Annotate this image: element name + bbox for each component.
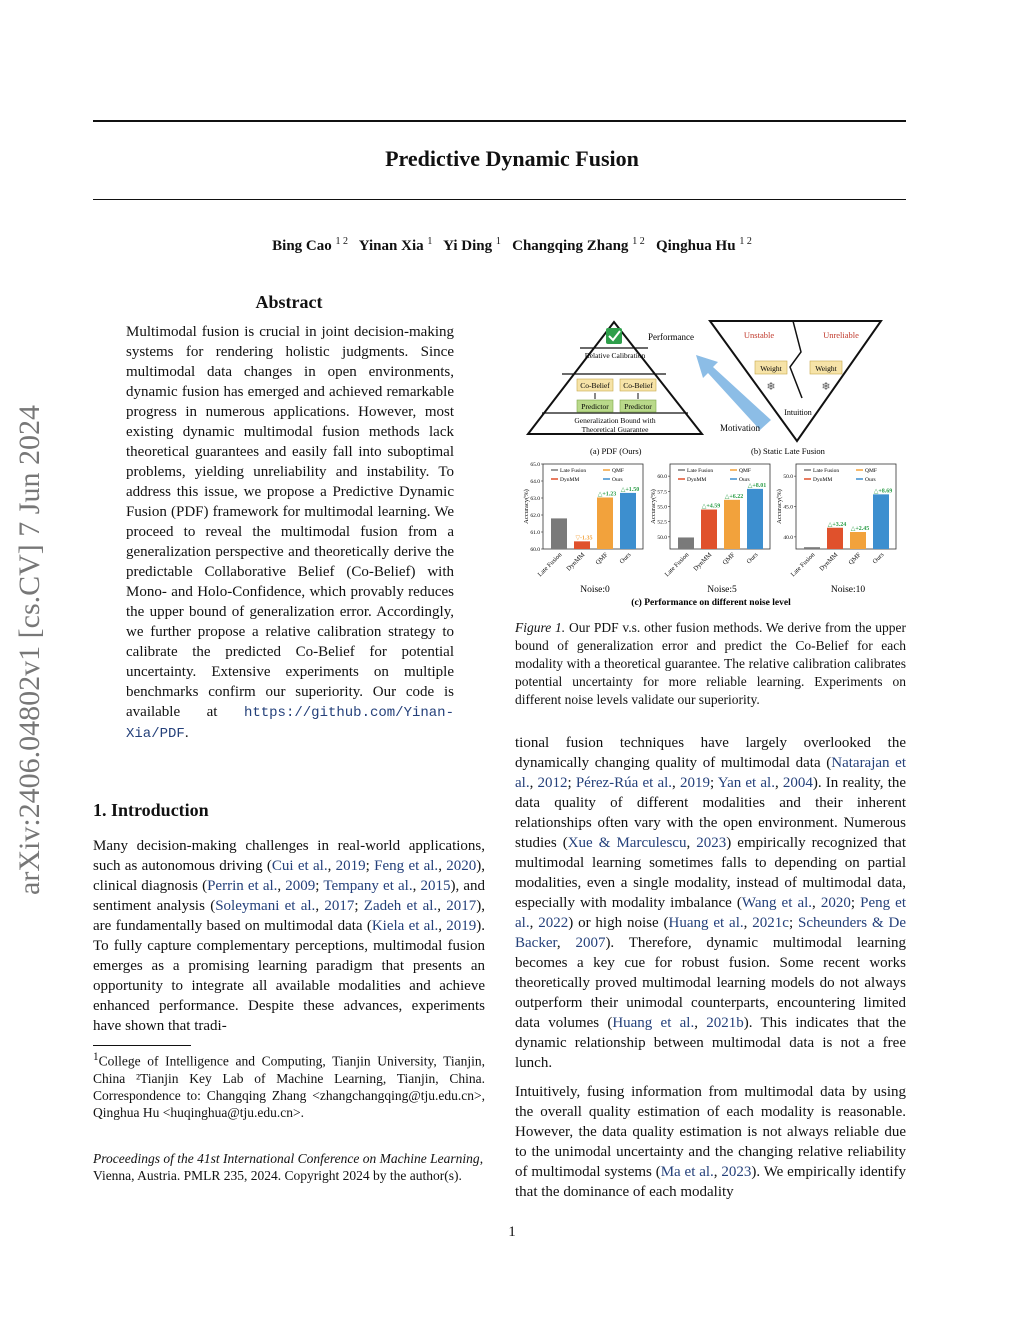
y-tick-label: 63.0 (530, 496, 540, 502)
y-tick-label: 61.0 (530, 530, 540, 536)
x-tick-label: Ours (618, 551, 633, 566)
text-run: ), clinical diagnosis ( (93, 858, 485, 894)
text-run: , (437, 898, 447, 914)
legend-entry: DynMM (813, 477, 833, 483)
affiliation-footnote: $^1$College of Intelligence and Computing, Tianjin University, Tianjin, China ²Tianjin Key Lab of Machine Learning, Tianjin, China. Correspondence to: Changqing Zhang <zhangchangqing@tju.edu.cn>, Qinghua Hu <huqinghua@tju.edu.cn>. (93, 1051, 485, 1120)
weight-label: Weight (815, 364, 837, 373)
legend-entry: Ours (612, 477, 623, 483)
bar (804, 547, 820, 549)
bar (597, 497, 613, 549)
text-run: ), and sentiment analysis ( (93, 878, 486, 914)
text-run: , (327, 858, 336, 874)
citation-link[interactable]: 2012 (537, 775, 568, 791)
text-run: , (774, 775, 783, 791)
x-tick-label: QMF (721, 551, 737, 567)
y-axis-label: Accuracy(%) (523, 489, 530, 524)
unstable-label: Unstable (743, 330, 775, 340)
y-tick-label: 45.0 (783, 504, 793, 511)
abstract-body: Multimodal fusion is crucial in joint decision-making systems for rendering holistic judgments. Since multimodal data changes in open environments, dynamic fusion has emerged and achieved remarkable progress in numerous applications. However, most existing dynamic multimodal fusion methods lack theoretical guarantees and easily fall into suboptimal problems, yielding unreliability and instability. To address this issue, we propose a Predictive Dynamic Fusion (PDF) framework for multimodal learning. We proceed to reveal the multimodal fusion from a generalization perspective and theoretically derive the predictable Collaborative Belief (Co-Belief) with Mono- and Holo-Confidence, which provably reduces the upper bound of generalization error. Accordingly, we further propose a relative calibration strategy to calibrate the predicted Co-Belief for potential uncertainty. Extensive experiments on multiple benchmarks confirm our superiority. Our code is available at https://github.com/Yinan-Xia/PDF. (126, 324, 454, 742)
text-run: ). We empirically identify that the dominance of each modality (515, 1164, 906, 1200)
text-run: ) or high noise ( (568, 915, 669, 931)
citation-link[interactable]: 2017 (446, 898, 477, 914)
citation-link[interactable]: Zadeh et al. (363, 898, 438, 914)
citation-link[interactable]: Cui et al. (271, 858, 328, 874)
page-number: 1 (508, 1224, 516, 1240)
author: Changqing Zhang $^{1 2}$ (512, 236, 645, 254)
generalization-bound-label: Generalization Bound with (574, 416, 656, 425)
x-tick-label: Late Fusion (663, 551, 691, 579)
chart-title: Noise:0 (580, 585, 610, 595)
text-run: tional fusion techniques have largely overlooked the dynamically changing quality of multimodal data ( (515, 735, 906, 771)
x-tick-label: Ours (745, 551, 760, 566)
citation-link[interactable]: 2019 (335, 858, 366, 874)
pdf-pyramid-diagram (528, 322, 702, 456)
panel-b-label: (b) Static Late Fusion (751, 446, 825, 456)
y-tick-label: 60.0 (530, 547, 540, 553)
figure-caption: Figure 1. Our PDF v.s. other fusion methods. We derive from the upper bound of generalization error and predict the Co-Belief for each modality with a theoretical guarantee. The relative calibration calibrates potential uncertainty for more reliable learning. Experiments on different noise levels validate our superiority. (515, 620, 907, 707)
citation-link[interactable]: 2021c (752, 915, 789, 931)
bar-gain-label: △+2.45 (850, 526, 870, 532)
check-icon (606, 328, 622, 344)
y-tick-label: 55.0 (657, 504, 667, 511)
y-tick-label: 65.0 (530, 462, 540, 468)
legend-entry: QMF (739, 468, 751, 474)
y-tick-label: 40.0 (783, 534, 793, 541)
text-run: , (315, 898, 325, 914)
citation-link[interactable]: Kiela et al. (371, 918, 439, 934)
x-tick-label: DynMM (818, 551, 840, 573)
arxiv-identifier: arXiv:2406.04802v1 [cs.CV] 7 Jun 2024 (13, 405, 46, 895)
y-tick-label: 64.0 (530, 479, 540, 485)
y-tick-label: 50.0 (657, 534, 667, 541)
citation-link[interactable]: 2019 (679, 775, 710, 791)
snowflake-icon: ❄ (766, 381, 776, 393)
text-run: Intuitively, fusing information from multimodal data by using the overall quality estimation of each modality is reasonable. However, the data quality estimation is not always reliable due to the unimodal uncertainty and the changing relative reliability of multimodal systems ( (515, 1084, 906, 1180)
x-tick-label: Late Fusion (789, 551, 817, 579)
text-run: ; (567, 775, 576, 791)
legend-entry: Late Fusion (813, 468, 840, 474)
citation-link[interactable]: Ma et al. (660, 1164, 714, 1180)
y-tick-label: 52.5 (657, 519, 667, 526)
performance-label: Performance (648, 332, 694, 342)
citation-link[interactable]: Natarajan et al. (515, 755, 907, 791)
legend-entry: QMF (865, 468, 877, 474)
citation-link[interactable]: 2020 (820, 895, 851, 911)
author: Yi Ding $^1$ (443, 236, 501, 254)
bar (850, 532, 866, 549)
citation-link[interactable]: Huang et al. (668, 915, 744, 931)
bar (724, 500, 740, 549)
bar (701, 510, 717, 549)
text-run: ; (365, 858, 375, 874)
bar-gain-label: △+4.59 (701, 503, 721, 510)
legend-entry: Ours (865, 477, 876, 483)
citation-link[interactable]: 2023 (696, 835, 727, 851)
citation-link[interactable]: Scheunders & De Backer (515, 915, 907, 951)
citation-link[interactable]: Soleymani et al. (215, 898, 316, 914)
text-run: , (438, 918, 447, 934)
text-run: Many decision-making challenges in real-world applications, such as autonomous driving ( (93, 838, 485, 874)
y-axis-label: Accuracy(%) (650, 489, 657, 524)
intuition-label: Intuition (784, 408, 812, 417)
y-tick-label: 57.5 (657, 489, 667, 496)
intro-paragraph-right-2 (515, 1082, 906, 1202)
snowflake-icon: ❄ (821, 381, 831, 393)
citation-link[interactable]: 2017 (324, 898, 355, 914)
motivation-label: Motivation (720, 423, 760, 433)
text-run: , (694, 1015, 707, 1031)
co-belief-label: Co-Belief (623, 381, 653, 390)
text-run: ). Therefore, dynamic multimodal learning becomes a key cue for robust fusion. Some recent works theoretically proved multimodal learning models do not always outperform their unimodal counterparts, encountering limited data volumes ( (515, 935, 906, 1031)
bar (747, 489, 763, 549)
citation-link[interactable]: 2009 (285, 878, 316, 894)
section-heading-introduction: 1. Introduction (93, 800, 209, 820)
legend-entry: DynMM (687, 477, 707, 483)
proceedings-note: Proceedings of the 41st International Conference on Machine Learning, Vienna, Austria. PMLR 235, 2024. Copyright 2024 by the author(s). (93, 1151, 484, 1183)
paper-title: Predictive Dynamic Fusion (385, 146, 639, 171)
weight-label: Weight (760, 364, 782, 373)
y-tick-label: 62.0 (530, 513, 540, 519)
bar-gain-label: △+1.50 (620, 486, 640, 493)
bar-gain-label: △+8.01 (747, 482, 767, 489)
abstract-heading: Abstract (255, 292, 323, 312)
title-bottom-rule (93, 199, 906, 200)
predictor-label: Predictor (581, 402, 609, 411)
intro-paragraph-right-1 (515, 733, 906, 1073)
citation-link[interactable]: 2019 (446, 918, 477, 934)
text-run: ; (709, 775, 718, 791)
bar (620, 493, 636, 549)
text-run: , (672, 775, 680, 791)
legend-entry: Late Fusion (687, 468, 714, 474)
citation-link[interactable]: Pérez-Rúa et al. (575, 775, 673, 791)
author: Yinan Xia $^1$ (358, 236, 433, 254)
citation-link[interactable]: Huang et al. (612, 1015, 695, 1031)
citation-link[interactable]: Xue & Marculescu (567, 835, 687, 851)
y-tick-label: 60.0 (657, 474, 667, 481)
text-run: , (277, 878, 286, 894)
citation-link[interactable]: 2023 (721, 1164, 752, 1180)
co-belief-label: Co-Belief (580, 381, 610, 390)
legend-entry: DynMM (560, 477, 580, 483)
panel-c-label: (c) Performance on different noise level (631, 598, 791, 608)
text-run: , (438, 858, 447, 874)
bar (574, 541, 590, 549)
x-tick-label: DynMM (692, 551, 714, 573)
intro-paragraph-left (93, 836, 485, 1036)
text-run: ). In reality, the data quality of different modalities and their inherent relationships often vary with the open environment. Numerous studies ( (515, 775, 907, 851)
text-run: ; (354, 898, 364, 914)
text-run: , (713, 1164, 722, 1180)
text-run: , (812, 895, 821, 911)
bar (827, 528, 843, 549)
text-run: , (529, 775, 538, 791)
citation-link[interactable]: 2020 (446, 858, 477, 874)
bar (551, 518, 567, 549)
author: Qinghua Hu $^{1 2}$ (655, 236, 752, 254)
footnote-rule (93, 1045, 191, 1046)
citation-link[interactable]: Feng et al. (374, 858, 439, 874)
text-run: ), are fundamentally based on multimodal data ( (93, 898, 486, 934)
legend-entry: Late Fusion (560, 468, 587, 474)
text-run: ). To fully capture complementary perceptions, multimodal fusion emerges as a promising learning paradigm that presents an opportunity to integrate all available modalities and achieve enhanced performance. Despite these advances, experiments have shown that tradi- (93, 918, 486, 1034)
figure-1 (515, 312, 907, 612)
y-tick-label: 50.0 (783, 474, 793, 481)
legend-entry: Ours (739, 477, 750, 483)
text-run: ; (788, 915, 798, 931)
panel-a-label: (a) PDF (Ours) (590, 446, 642, 456)
x-tick-label: Ours (871, 551, 886, 566)
citation-link[interactable]: 2021b (706, 1015, 744, 1031)
text-run: , (743, 915, 753, 931)
text-run: ; (315, 878, 324, 894)
chart-title: Noise:5 (707, 585, 737, 595)
text-run: , (686, 835, 697, 851)
chart-title: Noise:10 (830, 585, 866, 595)
citation-link[interactable]: 2022 (538, 915, 569, 931)
y-axis-label: Accuracy(%) (776, 489, 783, 524)
text-run: , (529, 915, 539, 931)
bar (678, 537, 694, 549)
bar-gain-label: ▽-1.35 (575, 535, 593, 542)
author-list (0, 236, 1024, 255)
bar-gain-label: △+1.23 (597, 491, 617, 498)
text-run: , (412, 878, 421, 894)
citation-link[interactable]: Wang et al. (741, 895, 813, 911)
citation-link[interactable]: 2007 (575, 935, 606, 951)
citation-link[interactable]: Tempany et al. (323, 878, 413, 894)
text-run: ). This indicates that the dynamic relationship between multimodal data is not a free lunch. (515, 1015, 907, 1071)
unreliable-label: Unreliable (823, 330, 859, 340)
text-run: ) empirically recognized that multimodal learning sometimes falls to depending on partial modalities, even a single modality, instead of multimodal data, especially with modality imbalance ( (515, 835, 906, 911)
x-tick-label: Late Fusion (536, 551, 564, 579)
author: Bing Cao $^{1 2}$ (272, 236, 349, 254)
citation-link[interactable]: 2015 (420, 878, 451, 894)
text-run: ; (850, 895, 861, 911)
bar-gain-label: △+6.22 (724, 493, 744, 500)
text-run: , (556, 935, 576, 951)
svg-text:Theoretical Guarantee: Theoretical Guarantee (581, 425, 649, 434)
code-link[interactable]: https://github.com/Yinan-Xia/PDF (126, 705, 454, 742)
citation-link[interactable]: Yan et al. (717, 775, 775, 791)
top-rule (93, 120, 906, 122)
citation-link[interactable]: 2004 (782, 775, 813, 791)
relative-calibration-label: Relative Calibration (584, 351, 646, 360)
predictor-label: Predictor (624, 402, 652, 411)
x-tick-label: QMF (594, 551, 610, 567)
citation-link[interactable]: Perrin et al. (207, 878, 278, 894)
x-tick-label: QMF (847, 551, 863, 567)
noise-performance-charts (523, 462, 896, 595)
citation-link[interactable]: Peng et al. (515, 895, 907, 931)
bar-gain-label: △+3.24 (827, 521, 847, 528)
bar (873, 494, 889, 549)
legend-entry: QMF (612, 468, 624, 474)
bar-gain-label: △+8.69 (873, 488, 893, 495)
x-tick-label: DynMM (565, 551, 587, 573)
